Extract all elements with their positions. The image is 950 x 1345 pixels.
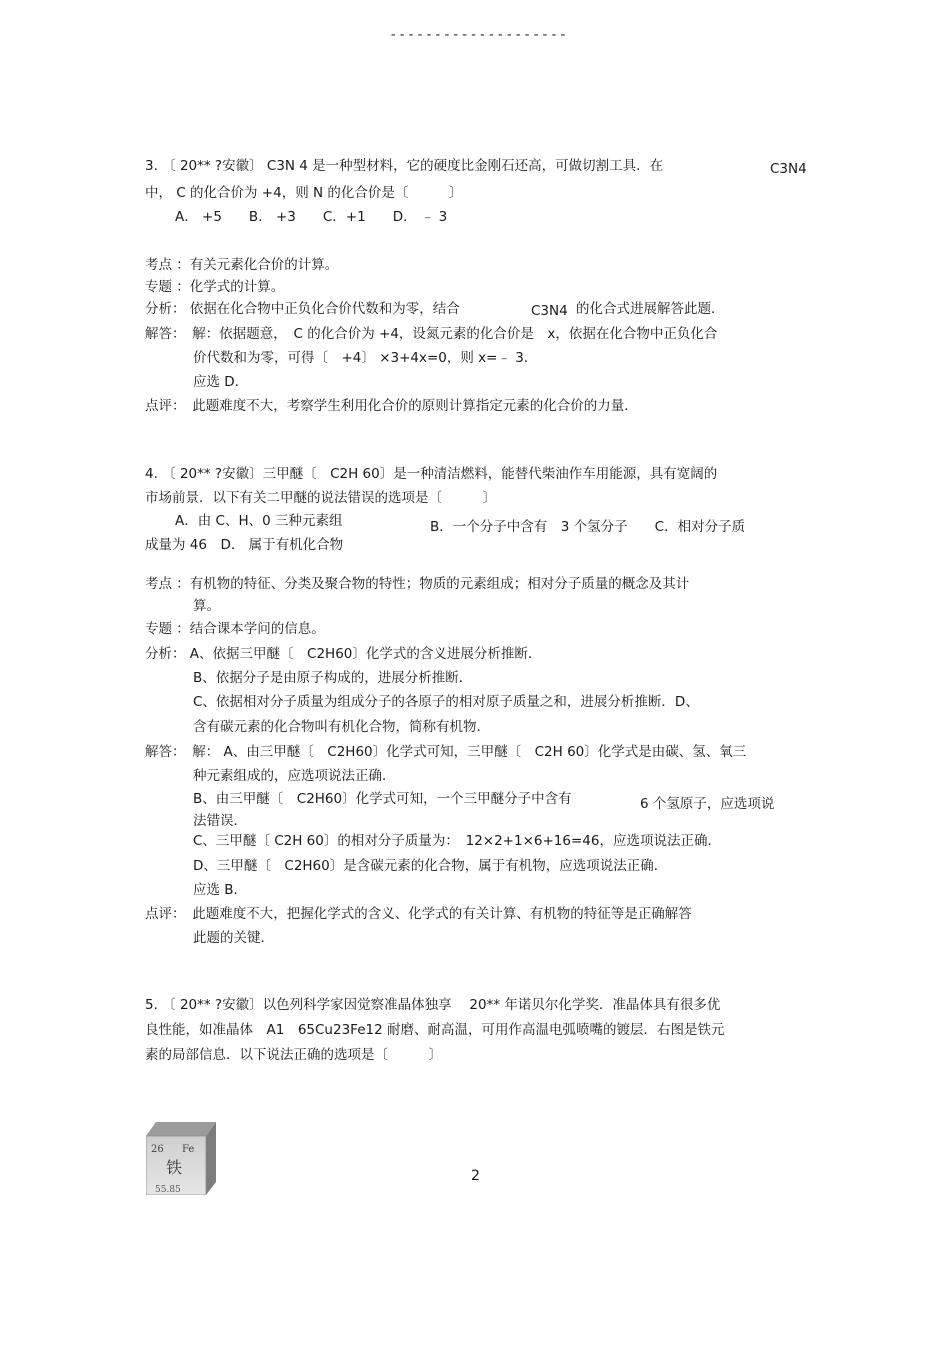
- q3-dianping: 点评： 此题难度不大，考察学生利用化合价的原则计算指定元素的化合价的力量．: [145, 398, 638, 414]
- q4-jieda-line2: 种元素组成的，应选项说法正确．: [193, 768, 396, 784]
- q5-stem-line3: 素的局部信息．以下说法正确的选项是〔 〕: [145, 1047, 442, 1063]
- q4-fenxi-line1: 分析： A、依据三甲醚〔 C2H60〕化学式的含义进展分析推断．: [145, 646, 542, 662]
- page-number: 2: [471, 1168, 480, 1184]
- q4-option-c-d: 成量为 46 D． 属于有机化合物: [145, 537, 344, 553]
- q4-jieda-line5: C、三甲醚〔 C2H 60〕的相对分子质量为： 12×2+1×6+16=46，应选项说法正确．: [193, 833, 721, 849]
- q4-jieda-line1: 解答： 解： A、由三甲醚〔 C2H60〕化学式可知，三甲醚〔 C2H 60〕化学式是由碳、氢、氧三: [145, 744, 747, 760]
- tile-mass: 55.85: [155, 1185, 181, 1195]
- iron-element-tile: [146, 1122, 216, 1195]
- q4-stem-line1: 4. 〔 20** ?安徽〕三甲醚〔 C2H 60〕是一种清洁燃料，能替代柴油作车用能源，具有宽阔的: [145, 466, 718, 482]
- q4-kaodian-line2: 算。: [193, 598, 220, 614]
- q3-fenxi-formula: C3N4: [531, 303, 568, 319]
- q3-jieda-line3: 应选 D．: [193, 374, 249, 390]
- tile-name: 铁: [166, 1158, 183, 1177]
- q4-fenxi-line2: B、依据分子是由原子构成的，进展分析推断．: [193, 670, 473, 686]
- q4-stem-line2: 市场前景．以下有关二甲醚的说法错误的选项是〔 〕: [145, 490, 496, 506]
- q4-kaodian-line1: 考点 ：有机物的特征、分类及聚合物的特性；物质的元素组成；相对分子质量的概念及其计: [145, 576, 690, 592]
- q3-options: A． +5 B． +3 C．+1 D． ﹣ 3: [175, 209, 448, 225]
- q3-formula-right: C3N4: [770, 161, 807, 177]
- tile-symbol: Fe: [182, 1144, 195, 1155]
- tile-atomic-number: 26: [151, 1144, 164, 1155]
- q3-stem-line2: 中， C 的化合价为 +4，则 N 的化合价是〔 〕: [145, 185, 463, 201]
- q3-stem-line1: 3. 〔 20** ?安徽〕 C3N 4 是一种型材料，它的硬度比金刚石还高，可做切割工具．在: [145, 158, 664, 174]
- q4-jieda-line3-end: 6 个氢原子，应选项说: [640, 796, 775, 812]
- q3-fenxi-end: 的化合式进展解答此题．: [576, 301, 725, 317]
- q5-stem-line1: 5. 〔 20** ?安徽〕以色列科学家因觉察准晶体独享 20** 年诺贝尔化学奖．准晶体具有很多优: [145, 997, 721, 1013]
- q3-jieda-line2: 价代数和为零，可得〔 +4〕 ×3+4x=0，则 x=﹣ 3．: [193, 350, 538, 366]
- q4-jieda-line6: D、三甲醚〔 C2H60〕是含碳元素的化合物，属于有机物，应选项说法正确．: [193, 858, 668, 874]
- q5-stem-line2: 良性能，如准晶体 A1 65Cu23Fe12 耐磨、耐高温，可用作高温电弧喷嘴的镀层．右图是铁元: [145, 1022, 725, 1038]
- q4-fenxi-line4: 含有碳元素的化合物叫有机化合物，简称有机物．: [193, 719, 490, 735]
- q4-zhuanti: 专题 ：结合课本学问的信息。: [145, 621, 325, 637]
- q3-kaodian: 考点 ：有关元素化合价的计算。: [145, 257, 339, 273]
- header-rule: --------------------: [389, 27, 568, 43]
- q4-option-b-c: B．一个分子中含有 3 个氢分子 C．相对分子质: [430, 519, 746, 535]
- q4-jieda-line7: 应选 B．: [193, 882, 248, 898]
- q3-fenxi: 分析： 依据在化合物中正负化合价代数和为零，结合: [145, 301, 460, 317]
- q4-jieda-line4: 法错误．: [193, 813, 247, 829]
- q3-jieda-line1: 解答： 解：依据题意， C 的化合价为 +4，设氮元素的化合价是 x，依据在化合物中正负化合: [145, 326, 718, 342]
- q4-jieda-line3: B、由三甲醚〔 C2H60〕化学式可知，一个三甲醚分子中含有: [193, 791, 572, 807]
- q4-option-a: A．由 C、H、0 三种元素组: [175, 513, 343, 529]
- q4-dianping-line1: 点评： 此题难度不大，把握化学式的含义、化学式的有关计算、有机物的特征等是正确解答: [145, 906, 692, 922]
- q4-dianping-line2: 此题的关键．: [193, 930, 274, 946]
- q3-zhuanti: 专题 ：化学式的计算。: [145, 279, 285, 295]
- q4-fenxi-line3: C、依据相对分子质量为组成分子的各原子的相对原子质量之和，进展分析推断．D、: [193, 694, 699, 710]
